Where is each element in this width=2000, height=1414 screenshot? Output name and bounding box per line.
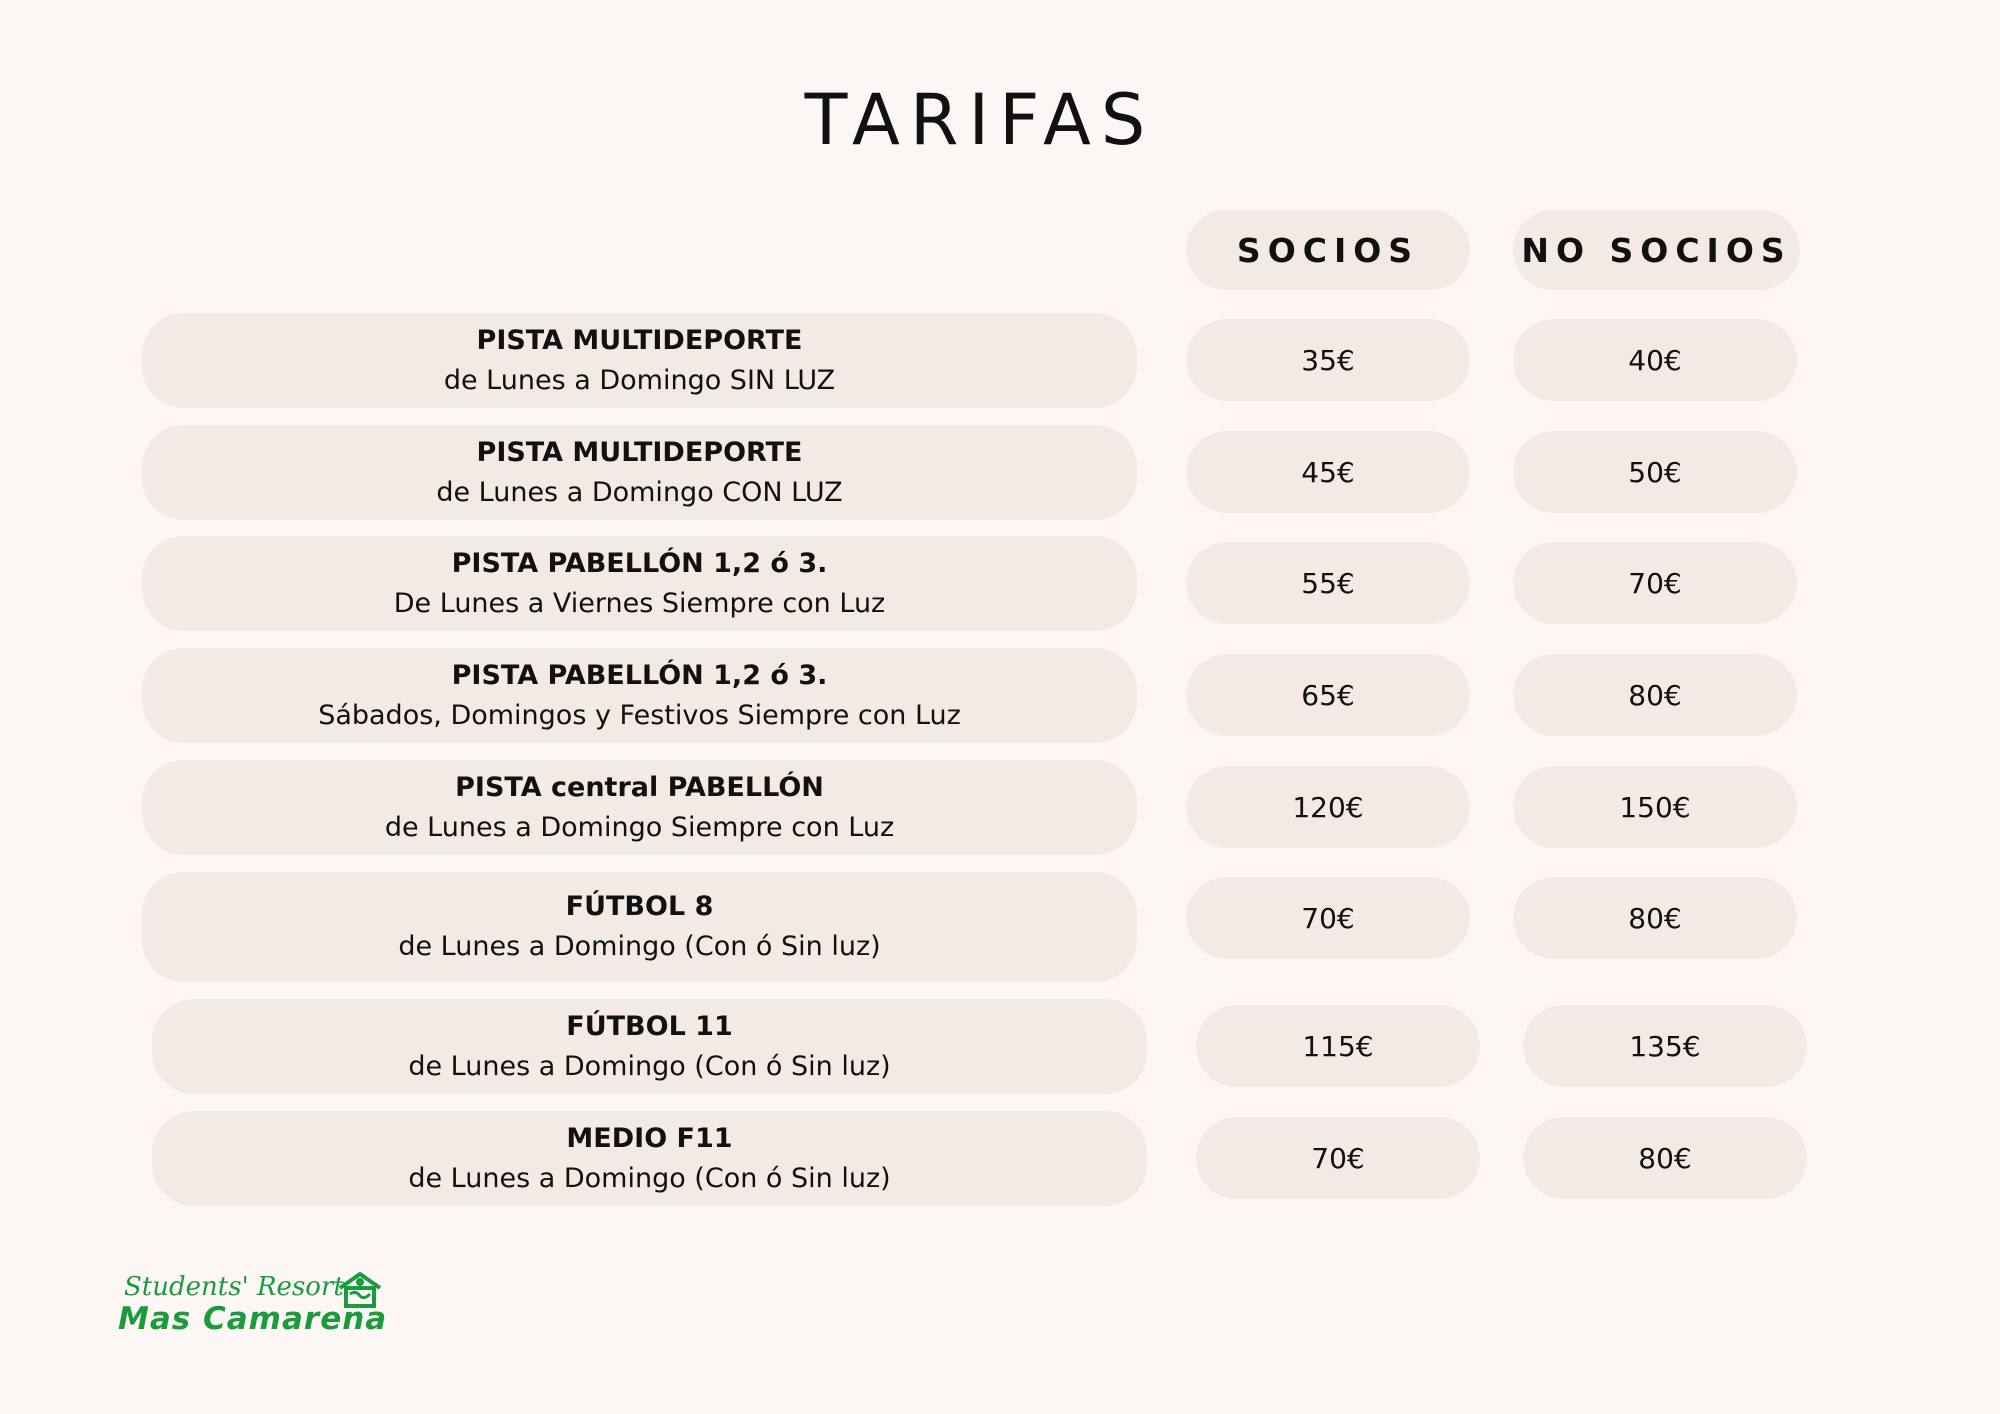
header-no-socios-label: NO SOCIOS [1521,230,1792,270]
price-value: 55€ [1301,566,1355,600]
row-description [142,648,1137,743]
row-description [142,536,1137,631]
row-detail: de Lunes a Domingo (Con ó Sin luz) [408,1050,891,1082]
row-name: FÚTBOL 11 [566,1010,733,1042]
row-name: PISTA MULTIDEPORTE [476,324,803,356]
row-name: PISTA PABELLÓN 1,2 ó 3. [451,659,828,691]
price-no-socios [1513,654,1797,736]
header-socios-label: SOCIOS [1236,230,1420,270]
row-detail: Sábados, Domingos y Festivos Siempre con Luz [318,699,961,731]
row-description [152,1111,1147,1206]
price-value: 45€ [1301,455,1355,489]
house-figure-icon [336,1270,384,1310]
row-name: PISTA central PABELLÓN [455,771,824,803]
price-value: 80€ [1628,901,1682,935]
page-title: TARIFAS [804,79,1156,161]
header-socios [1186,210,1470,290]
logo [118,1272,387,1336]
price-value: 135€ [1629,1029,1701,1063]
logo-line2: Mas Camarena [118,1301,388,1337]
price-socios [1186,542,1470,624]
price-socios [1186,654,1470,736]
row-description [142,425,1137,520]
price-value: 65€ [1301,678,1355,712]
price-value: 120€ [1292,790,1364,824]
price-socios [1196,1005,1480,1087]
header-no-socios [1513,210,1800,290]
price-no-socios [1513,319,1797,401]
row-description [142,313,1137,408]
price-value: 115€ [1302,1029,1374,1063]
price-value: 80€ [1628,678,1682,712]
price-no-socios [1523,1005,1807,1087]
price-value: 80€ [1638,1141,1692,1175]
row-detail: De Lunes a Viernes Siempre con Luz [393,587,886,619]
price-value: 40€ [1628,343,1682,377]
price-value: 70€ [1301,901,1355,935]
price-socios [1186,766,1470,848]
price-value: 50€ [1628,455,1682,489]
price-socios [1186,319,1470,401]
row-name: FÚTBOL 8 [565,891,714,922]
price-no-socios [1513,766,1797,848]
row-description [142,872,1137,982]
row-name: PISTA MULTIDEPORTE [476,436,803,468]
row-description [142,760,1137,855]
row-detail: de Lunes a Domingo (Con ó Sin luz) [408,1162,891,1194]
row-name: PISTA PABELLÓN 1,2 ó 3. [451,547,828,579]
price-socios [1186,431,1470,513]
price-no-socios [1523,1117,1807,1199]
price-socios [1186,877,1470,959]
row-name: MEDIO F11 [566,1122,733,1154]
price-value: 150€ [1619,790,1691,824]
price-no-socios [1513,431,1797,513]
row-detail: de Lunes a Domingo CON LUZ [436,476,843,508]
row-detail: de Lunes a Domingo Siempre con Luz [384,811,895,843]
row-detail: de Lunes a Domingo SIN LUZ [443,364,836,396]
price-value: 70€ [1311,1141,1365,1175]
price-no-socios [1513,877,1797,959]
row-detail: de Lunes a Domingo (Con ó Sin luz) [398,931,881,962]
price-no-socios [1513,542,1797,624]
price-value: 35€ [1301,343,1355,377]
logo-line1: Students' Resort [124,1272,344,1302]
price-value: 70€ [1628,566,1682,600]
row-description [152,999,1147,1094]
price-socios [1196,1117,1480,1199]
